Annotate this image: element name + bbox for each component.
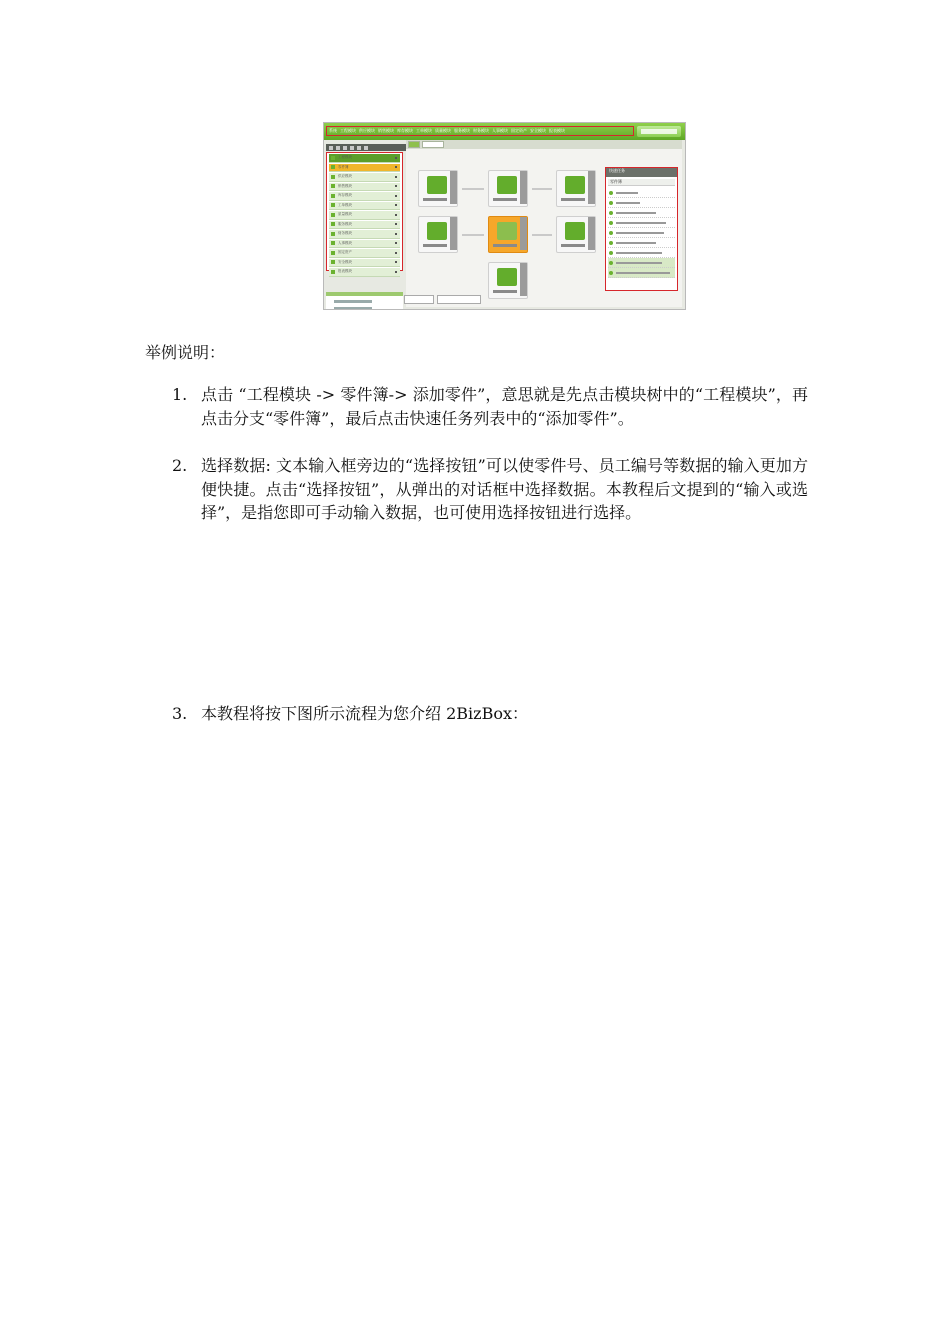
tree-item-label: 零件簿 bbox=[338, 164, 349, 169]
tree-item bbox=[329, 240, 400, 249]
quick-task-item bbox=[608, 238, 675, 248]
toolbar-icon bbox=[329, 146, 333, 150]
step-text: 点击 “工程模块 -> 零件簿-> 添加零件”，意思就是先点击模块树中的“工程模块”，再点击分支“零件簿”，最后点击快速任务列表中的“添加零件”。 bbox=[201, 385, 808, 428]
tree-item bbox=[329, 259, 400, 268]
quick-tasks-title: 快速任务 bbox=[609, 168, 625, 173]
task-icon bbox=[609, 221, 613, 225]
left-toolbar bbox=[326, 144, 406, 151]
module-tree-highlight bbox=[326, 152, 403, 274]
step-text: 本教程将按下图所示流程为您介绍 2BizBox： bbox=[201, 704, 528, 723]
task-icon bbox=[609, 271, 613, 275]
tree-item bbox=[329, 268, 400, 277]
tree-item-label: 安全模块 bbox=[338, 259, 352, 264]
flow-arrow bbox=[462, 188, 484, 190]
top-menu-item: 供应模块 bbox=[359, 128, 375, 133]
left-panel bbox=[326, 144, 403, 310]
tree-item bbox=[329, 221, 400, 230]
tree-item bbox=[329, 230, 400, 239]
bottom-tab bbox=[437, 295, 481, 304]
quick-tasks-subtitle: 零件簿 bbox=[610, 179, 622, 184]
folder-icon bbox=[331, 213, 335, 217]
quick-task-item bbox=[608, 258, 675, 268]
tree-item-label: 销售模块 bbox=[338, 183, 352, 188]
step-text: 选择数据: 文本输入框旁边的“选择按钮”可以使零件号、员工编号等数据的输入更加方便快捷。点击“选择按钮”，从弹出的对话框中选择数据。本教程后文提到的“输入或选择”，是指您即可手动输入数据，也可使用选择按钮进行选择。 bbox=[201, 456, 808, 522]
folder-icon bbox=[331, 203, 335, 207]
quick-task-item bbox=[608, 248, 675, 258]
task-icon bbox=[609, 231, 613, 235]
step-item bbox=[172, 702, 808, 726]
tree-item bbox=[329, 183, 400, 192]
embedded-screenshot bbox=[323, 122, 686, 310]
top-menu-item: 系统 bbox=[329, 128, 337, 133]
workflow-node bbox=[488, 170, 528, 207]
node-icon bbox=[497, 222, 517, 240]
folder-icon bbox=[331, 222, 335, 226]
toolbar-icon bbox=[350, 146, 354, 150]
bottom-tabs bbox=[404, 295, 584, 305]
tree-item bbox=[329, 173, 400, 182]
flow-arrow bbox=[462, 234, 484, 236]
tree-item-label: 人事模块 bbox=[338, 240, 352, 245]
tree-item bbox=[329, 154, 400, 163]
workspace-tab bbox=[422, 141, 444, 148]
flow-arrow bbox=[532, 234, 552, 236]
section-heading: 举例说明： bbox=[145, 343, 226, 362]
tree-item bbox=[329, 202, 400, 211]
task-icon bbox=[609, 191, 613, 195]
top-menu-highlight bbox=[326, 126, 634, 136]
step-number: 1. bbox=[172, 385, 188, 404]
folder-icon bbox=[331, 270, 335, 274]
node-icon bbox=[427, 176, 447, 194]
top-menu-item: 工单模块 bbox=[416, 128, 432, 133]
node-icon bbox=[565, 176, 585, 194]
step-item bbox=[172, 454, 808, 525]
quick-task-item bbox=[608, 188, 675, 198]
step-item bbox=[172, 383, 808, 430]
folder-icon bbox=[331, 241, 335, 245]
quick-task-item bbox=[608, 268, 675, 278]
tree-item bbox=[329, 249, 400, 258]
quick-task-item bbox=[608, 218, 675, 228]
brand-logo bbox=[637, 126, 681, 137]
folder-icon bbox=[331, 156, 335, 160]
folder-icon bbox=[331, 165, 335, 169]
tree-item-label: 服务模块 bbox=[338, 221, 352, 226]
toolbar-icon bbox=[357, 146, 361, 150]
tree-item-label: 报表模块 bbox=[338, 269, 352, 274]
tree-item-label: 固定资产 bbox=[338, 250, 352, 255]
folder-icon bbox=[331, 232, 335, 236]
quick-task-item bbox=[608, 198, 675, 208]
workspace-tab bbox=[408, 141, 420, 148]
top-menu-item: 销售模块 bbox=[378, 128, 394, 133]
folder-icon bbox=[331, 194, 335, 198]
quick-tasks-subheader bbox=[608, 179, 675, 186]
tree-item-label: 财务模块 bbox=[338, 231, 352, 236]
folder-icon bbox=[331, 184, 335, 188]
top-menu-item: 财务模块 bbox=[473, 128, 489, 133]
top-menu-item: 工程模块 bbox=[340, 128, 356, 133]
task-icon bbox=[609, 241, 613, 245]
workflow-node bbox=[418, 170, 458, 207]
tree-item-label: 工单模块 bbox=[338, 202, 352, 207]
quick-task-item bbox=[608, 208, 675, 218]
quick-task-item bbox=[608, 228, 675, 238]
workflow-node-active bbox=[488, 216, 528, 253]
step-number: 2. bbox=[172, 456, 188, 475]
task-icon bbox=[609, 261, 613, 265]
node-icon bbox=[497, 176, 517, 194]
top-menu-item: 库存模块 bbox=[397, 128, 413, 133]
folder-icon bbox=[331, 175, 335, 179]
top-menu-item: 报表模块 bbox=[549, 128, 565, 133]
bottom-tab bbox=[404, 295, 434, 304]
task-icon bbox=[609, 251, 613, 255]
folder-icon bbox=[331, 251, 335, 255]
tree-item-label: 库存模块 bbox=[338, 193, 352, 198]
top-menu-bar bbox=[324, 123, 685, 140]
top-menu-item: 人事模块 bbox=[492, 128, 508, 133]
tree-item bbox=[329, 164, 400, 173]
top-menu-item: 质量模块 bbox=[435, 128, 451, 133]
tree-item-label: 质量模块 bbox=[338, 212, 352, 217]
toolbar-icon bbox=[336, 146, 340, 150]
node-icon bbox=[565, 222, 585, 240]
tree-item-label: 供应模块 bbox=[338, 174, 352, 179]
workflow-node bbox=[418, 216, 458, 253]
flow-arrow bbox=[532, 188, 552, 190]
folder-icon bbox=[331, 260, 335, 264]
workflow-node bbox=[556, 216, 596, 253]
node-icon bbox=[497, 268, 517, 286]
workspace-tabs bbox=[406, 140, 682, 149]
notice-panel bbox=[326, 292, 403, 310]
workflow-node bbox=[488, 262, 528, 299]
node-icon bbox=[427, 222, 447, 240]
task-icon bbox=[609, 211, 613, 215]
quick-tasks-highlight bbox=[605, 167, 678, 291]
top-menu-item: 安全模块 bbox=[530, 128, 546, 133]
tree-item bbox=[329, 211, 400, 220]
toolbar-icon bbox=[343, 146, 347, 150]
tree-item-label: 工程模块 bbox=[338, 155, 352, 160]
step-number: 3. bbox=[172, 704, 188, 723]
quick-tasks-header bbox=[606, 168, 677, 177]
task-icon bbox=[609, 201, 613, 205]
top-menu-item: 固定资产 bbox=[511, 128, 527, 133]
top-menu-item: 服务模块 bbox=[454, 128, 470, 133]
workflow-node bbox=[556, 170, 596, 207]
tree-item bbox=[329, 192, 400, 201]
toolbar-icon bbox=[364, 146, 368, 150]
